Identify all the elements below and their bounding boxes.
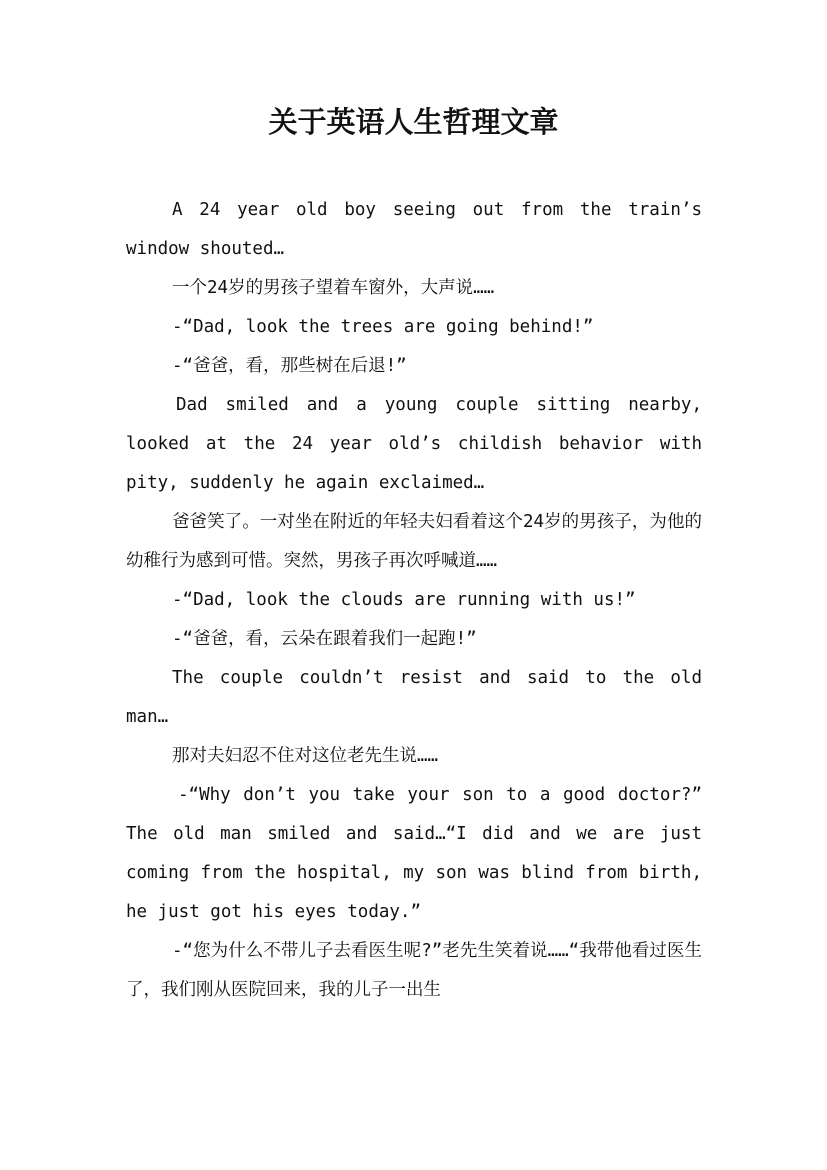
paragraph-english-4: -“Dad, look the clouds are running with us!” <box>172 590 636 610</box>
document-body <box>126 191 702 1010</box>
paragraph-chinese-6: -“您为什么不带儿子去看医生呢?”老先生笑着说……“我带他看过医生了，我们刚从医院回来，我的儿子一出生 <box>126 941 702 1000</box>
document-title: 关于英语人生哲理文章 <box>268 105 559 139</box>
paragraph-chinese-2: -“爸爸，看，那些树在后退!” <box>172 356 407 376</box>
paragraph-english-2: -“Dad, look the trees are going behind!” <box>172 317 594 337</box>
paragraph-english-5: The couple couldn’t resist and said to the old man… <box>126 668 702 727</box>
paragraph-english-6: -“Why don’t you take your son to a good doctor?” The old man smiled and said…“I did and we are just coming from the hospital, my son was blind from birth, he just got his eyes today.” <box>126 785 702 922</box>
paragraph-chinese-4: -“爸爸，看，云朵在跟着我们一起跑!” <box>172 629 477 649</box>
paragraph-chinese-3: 爸爸笑了。一对坐在附近的年轻夫妇看着这个24岁的男孩子，为他的幼稚行为感到可惜。突然，男孩子再次呼喊道…… <box>126 512 702 571</box>
paragraph-english-3: Dad smiled and a young couple sitting nearby, looked at the 24 year old’s childish behavior with pity, suddenly he again exclaimed… <box>126 395 702 493</box>
paragraph-chinese-1: 一个24岁的男孩子望着车窗外，大声说…… <box>172 278 495 298</box>
paragraph-english-1: A 24 year old boy seeing out from the train’s window shouted… <box>126 200 702 259</box>
paragraph-chinese-5: 那对夫妇忍不住对这位老先生说…… <box>172 746 439 766</box>
